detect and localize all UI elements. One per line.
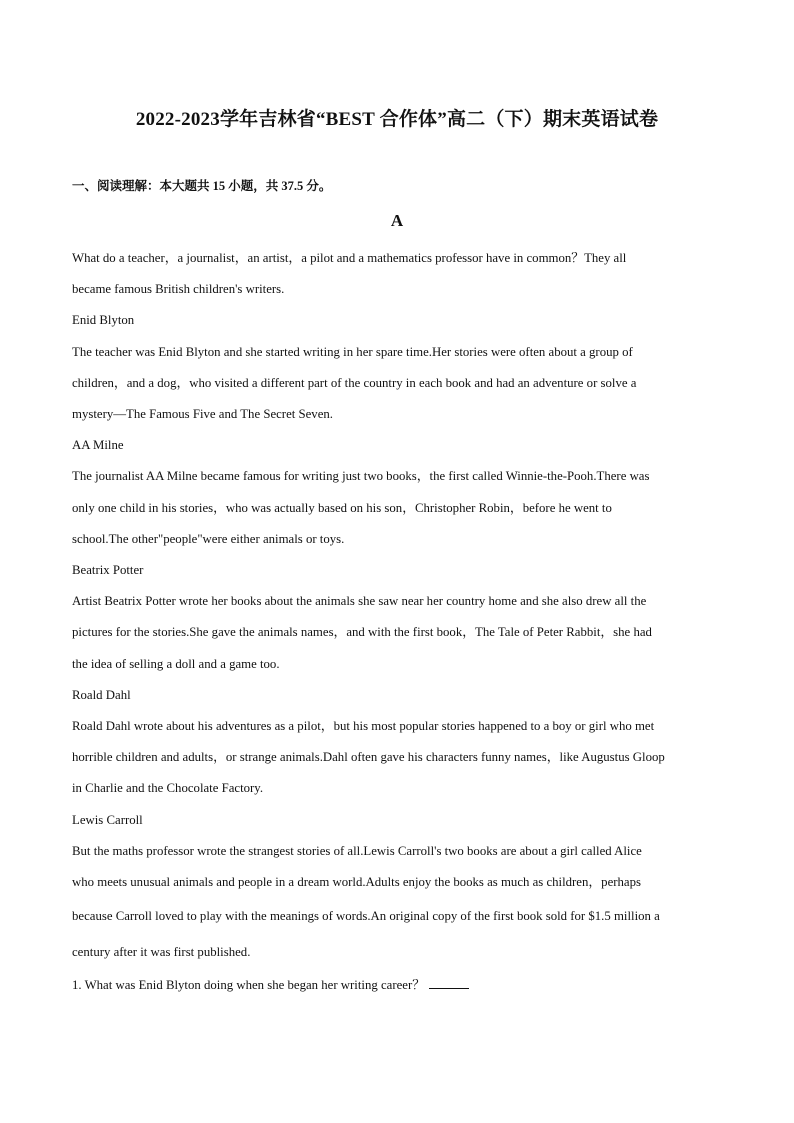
passage-line: The journalist AA Milne became famous for writing just two books，the first called Winnie-the-Pooh.There was (72, 469, 650, 484)
passage-line: became famous British children's writers. (72, 282, 285, 297)
author-heading: Roald Dahl (72, 687, 131, 702)
passage-line: only one child in his stories，who was actually based on his son，Christopher Robin，before he went to (72, 500, 612, 515)
passage-line: because Carroll loved to play with the meanings of words.An original copy of the first book sold for $1.5 million a (72, 909, 660, 924)
passage-line: horrible children and adults，or strange animals.Dahl often gave his characters funny names，like Augustus Gloop (72, 750, 665, 765)
passage-line: But the maths professor wrote the strangest stories of all.Lewis Carroll's two books are about a girl called Alice (72, 843, 642, 858)
passage-line: in Charlie and the Chocolate Factory. (72, 781, 264, 796)
passage-body (72, 243, 724, 1001)
author-heading: Enid Blyton (72, 313, 135, 328)
section-heading: 一、阅读理解：本大题共 15 小题，共 37.5 分。 (72, 179, 332, 193)
passage-line: children，and a dog，who visited a different part of the country in each book and had an adventure or solve a (72, 375, 637, 390)
passage-line: Roald Dahl wrote about his adventures as a pilot，but his most popular stories happened to a boy or girl who met (72, 719, 655, 734)
passage-line: the idea of selling a doll and a game too. (72, 656, 280, 671)
question-1 (72, 970, 724, 1001)
passage-line: pictures for the stories.She gave the animals names，and with the first book，The Tale of Peter Rabbit，she had (72, 625, 652, 640)
passage-line: school.The other"people"were either animals or toys. (72, 531, 345, 546)
passage-line: who meets unusual animals and people in a dream world.Adults enjoy the books as much as children，perhaps (72, 875, 641, 890)
question-1-text: 1. What was Enid Blyton doing when she began her writing career？ (72, 978, 426, 993)
author-heading: Lewis Carroll (72, 812, 143, 827)
passage-line: mystery—The Famous Five and The Secret Seven. (72, 407, 333, 422)
author-heading: AA Milne (72, 438, 124, 453)
passage-line: Artist Beatrix Potter wrote her books about the animals she saw near her country home and she also drew all the (72, 594, 647, 609)
author-heading: Beatrix Potter (72, 563, 144, 578)
passage-label: A (390, 211, 404, 230)
passage-line: The teacher was Enid Blyton and she started writing in her spare time.Her stories were often about a group of (72, 344, 633, 359)
passage-line: What do a teacher，a journalist，an artist，a pilot and a mathematics professor have in common？They all (72, 251, 627, 265)
answer-blank[interactable] (429, 977, 469, 989)
exam-title: 2022-2023学年吉林省“BEST 合作体”高二（下）期末英语试卷 (135, 109, 659, 130)
passage-line: century after it was first published. (72, 945, 251, 960)
